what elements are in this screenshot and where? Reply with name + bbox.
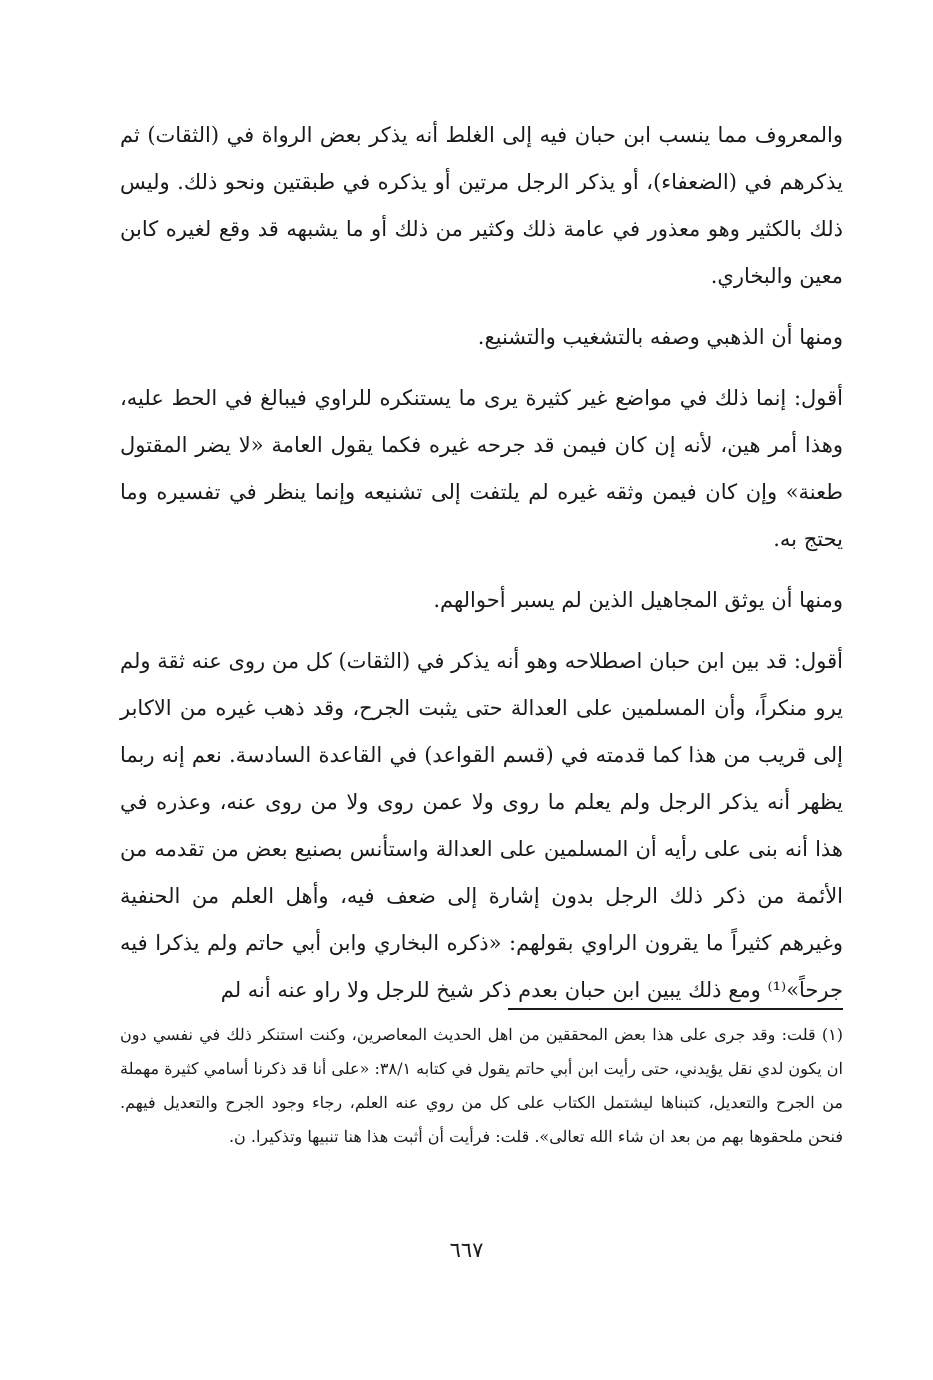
page-number: ٦٦٧ (449, 1238, 484, 1262)
paragraph-4: ومنها أن يوثق المجاهيل الذين لم يسبر أحوالهم. (433, 588, 843, 612)
main-text (120, 112, 843, 1014)
paragraph-2: ومنها أن الذهبي وصفه بالتشغيب والتشنيع. (477, 325, 843, 349)
footnotes-section (120, 1008, 843, 1154)
paragraph-1: والمعروف مما ينسب ابن حبان فيه إلى الغلط أنه يذكر بعض الرواة في (الثقات) ثم يذكرهم في (الضعفاء)، أو يذكر الرجل مرتين أو يذكره في طبقتين ونحو ذلك. وليس ذلك بالكثير وهو معذور في عامة ذلك وكثير من ذلك أو ما يشبهه قد وقع لغيره كابن معين والبخاري. (120, 123, 843, 288)
footnote-separator (508, 1008, 843, 1010)
paragraph-3: أقول: إنما ذلك في مواضع غير كثيرة يرى ما يستنكره للراوي فيبالغ في الحط عليه، وهذا أمر هين، لأنه إن كان فيمن قد جرحه غيره فكما يقول العامة «لا يضر المقتول طعنة» وإن كان فيمن وثقه غيره لم يلتفت إلى تشنيعه وإنما ينظر في تفسيره وما يحتج به. (120, 386, 843, 551)
paragraph-5: أقول: قد بين ابن حبان اصطلاحه وهو أنه يذكر في (الثقات) كل من روى عنه ثقة ولم يرو منكراً، وأن المسلمين على العدالة حتى يثبت الجرح، وقد ذهب غيره من الاكابر إلى قريب من هذا كما قدمته في (قسم القواعد) في القاعدة السادسة. نعم إنه ربما يظهر أنه يذكر الرجل ولم يعلم ما روى ولا عمن روى ولا من روى عنه، وعذره في هذا أنه بنى على رأيه أن المسلمين على العدالة واستأنس بصنيع بعض من تقدمه من الأئمة من ذكر ذلك الرجل بدون إشارة إلى ضعف فيه، وأهل العلم من الحنفية وغيرهم كثيراً ما يقرون الراوي بقولهم: «ذكره البخاري وابن أبي حاتم ولم يذكرا فيه جرحاً»⁽¹⁾ ومع ذلك يبين ابن حبان بعدم ذكر شيخ للرجل ولا راو عنه أنه لم (120, 649, 843, 1002)
footnote-1: (١) قلت: وقد جرى على هذا بعض المحققين من اهل الحديث المعاصرين، وكنت استنكر ذلك في نفسي دون ان يكون لدي نقل يؤيدني، حتى رأيت ابن أبي حاتم يقول في كتابه ٣٨/١: «على أنا قد ذكرنا أسامي كثيرة مهملة من الجرح والتعديل، كتبناها ليشتمل الكتاب على كل من روي عنه العلم، رجاء وجود الجرح والتعديل فيهم. فنحن ملحقوها بهم من بعد ان شاء الله تعالى». قلت: فرأيت أن أثبت هذا هنا تنبيها وتذكيرا. ن. (120, 1025, 843, 1146)
